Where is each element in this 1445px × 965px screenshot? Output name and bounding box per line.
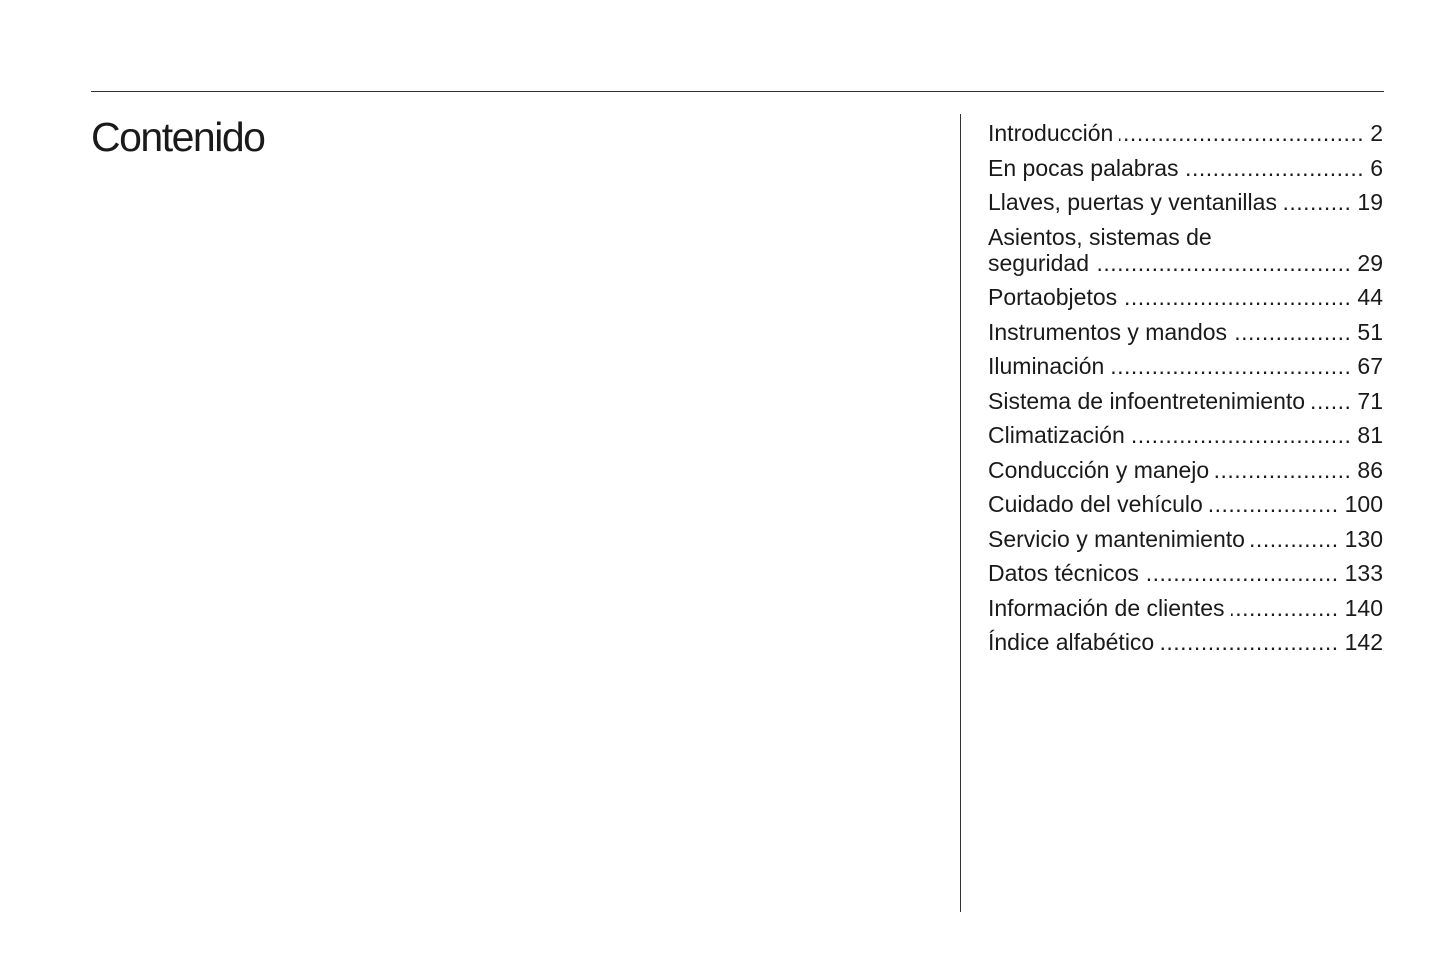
- toc-page-number: 133: [1344, 560, 1383, 586]
- toc-entry-title: En pocas palabras: [988, 154, 1179, 181]
- table-of-contents: [988, 120, 1383, 664]
- toc-entry[interactable]: [988, 629, 1383, 655]
- toc-entry-title: Portaobjetos: [988, 284, 1118, 310]
- dot-leader: [1160, 629, 1338, 655]
- toc-entry-row: [988, 155, 1383, 181]
- toc-entry[interactable]: [988, 353, 1383, 379]
- toc-entry-row: [988, 284, 1383, 310]
- toc-entry-row: [988, 629, 1383, 655]
- toc-entry-title: Servicio y mantenimiento: [988, 525, 1245, 552]
- toc-entry-row: [988, 189, 1383, 215]
- page-title: Contenido: [91, 114, 265, 160]
- toc-entry-title: Iluminación: [988, 353, 1105, 379]
- toc-entry-title: Introducción: [988, 120, 1114, 146]
- dot-leader: [1283, 189, 1351, 215]
- toc-page-number: 81: [1357, 422, 1383, 448]
- toc-page-number: 100: [1344, 491, 1383, 517]
- toc-page-number: 29: [1357, 249, 1383, 276]
- toc-page-number: 44: [1357, 284, 1383, 310]
- toc-entry-row: [988, 250, 1383, 276]
- toc-page-number: 19: [1357, 189, 1383, 215]
- toc-entry-row: [988, 319, 1383, 345]
- toc-page-number: 86: [1357, 456, 1383, 483]
- toc-entry-title: seguridad: [988, 249, 1090, 276]
- toc-page-number: 130: [1344, 525, 1383, 552]
- dot-leader: [1095, 250, 1351, 276]
- dot-leader: [1185, 155, 1365, 181]
- toc-entry-title: Llaves, puertas y ventanillas: [988, 189, 1277, 215]
- dot-leader: [1251, 526, 1339, 552]
- toc-entry[interactable]: [988, 595, 1383, 621]
- toc-entry[interactable]: [988, 422, 1383, 448]
- toc-entry-title: Asientos, sistemas de: [988, 223, 1212, 250]
- toc-entry-row: [988, 560, 1383, 586]
- dot-leader: [1233, 319, 1351, 345]
- toc-entry-title: Sistema de infoentretenimiento: [988, 387, 1306, 414]
- toc-entry[interactable]: [988, 388, 1383, 414]
- toc-page-number: 6: [1370, 154, 1383, 181]
- toc-entry-row: [988, 353, 1383, 379]
- toc-page-number: 2: [1370, 120, 1383, 146]
- toc-entry[interactable]: [988, 560, 1383, 586]
- toc-entry[interactable]: [988, 189, 1383, 215]
- toc-entry-title: Datos técnicos: [988, 560, 1139, 586]
- toc-entry[interactable]: [988, 491, 1383, 517]
- toc-entry-row: [988, 491, 1383, 517]
- toc-entry-title: Información de clientes: [988, 594, 1225, 621]
- dot-leader: [1209, 491, 1339, 517]
- dot-leader: [1131, 422, 1352, 448]
- toc-page-number: 142: [1344, 629, 1383, 655]
- toc-page-number: 51: [1357, 318, 1383, 345]
- toc-entry-title: Instrumentos y mandos: [988, 318, 1228, 345]
- toc-page-number: 71: [1357, 387, 1383, 414]
- toc-entry-row: [988, 120, 1383, 146]
- dot-leader: [1119, 120, 1364, 146]
- toc-entry[interactable]: [988, 526, 1383, 552]
- toc-entry[interactable]: [988, 120, 1383, 146]
- toc-entry[interactable]: [988, 224, 1383, 276]
- toc-entry-title: Cuidado del vehículo: [988, 491, 1203, 517]
- toc-page-number: 140: [1344, 594, 1383, 621]
- toc-entry-row: [988, 457, 1383, 483]
- toc-entry-title: Índice alfabético: [988, 629, 1155, 655]
- toc-entry-row: [988, 388, 1383, 414]
- dot-leader: [1231, 595, 1339, 621]
- dot-leader: [1123, 284, 1351, 310]
- dot-leader: [1110, 353, 1351, 379]
- toc-entry-row: [988, 422, 1383, 448]
- toc-entry-title: Conducción y manejo: [988, 456, 1210, 483]
- header-rule: [91, 91, 1384, 92]
- dot-leader: [1311, 388, 1351, 414]
- toc-entry-row: [988, 595, 1383, 621]
- toc-entry[interactable]: [988, 319, 1383, 345]
- toc-entry[interactable]: [988, 457, 1383, 483]
- toc-entry-row: [988, 526, 1383, 552]
- toc-page-number: 67: [1357, 353, 1383, 379]
- column-divider: [960, 114, 961, 912]
- dot-leader: [1215, 457, 1351, 483]
- toc-entry[interactable]: [988, 284, 1383, 310]
- toc-entry[interactable]: [988, 155, 1383, 181]
- dot-leader: [1145, 560, 1339, 586]
- toc-entry-title: Climatización: [988, 422, 1125, 448]
